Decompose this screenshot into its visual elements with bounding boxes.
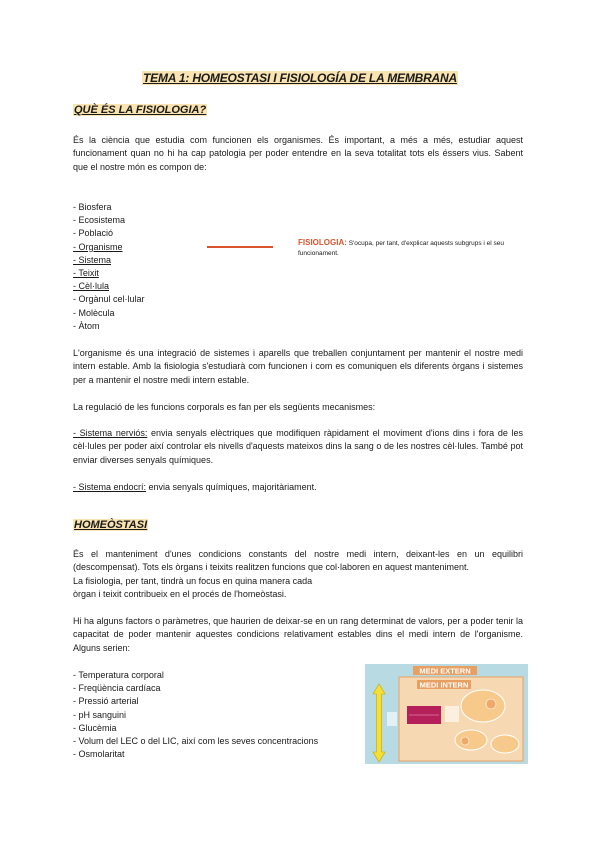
organization-levels-list (73, 201, 145, 333)
cell-shape-small (455, 730, 487, 750)
document-title: TEMA 1: HOMEOSTASI I FISIOLOGÍA DE LA MEMBRANA (143, 71, 457, 85)
homeostasi-paragraph-1: És el manteniment d'unes condicions constants del nostre medi intern, deixant-les en un equilibri (descompensat). Tots els òrgans i teixits realitzen funcions que col·laboren en aquest manteniment. (73, 549, 523, 573)
list-item: - Orgànul cel·lular (73, 294, 145, 305)
fluctuation-caption-box (445, 706, 459, 722)
list-item: - Volum del LEC o del LIC, així com les seves concentracions (73, 736, 319, 747)
section-heading-homeostasi: HOMEÒSTASI (74, 519, 148, 531)
fisiologia-intro: És la ciència que estudia com funcionen els organismes. És important, a més a més, estudiar aquest funcionament quan no hi ha cap patologia per poder entendre en la seva totalitat tots els éssers vius. Sabent que el nostre món es compon de: (73, 135, 523, 172)
list-item: - Glucèmia (73, 722, 117, 733)
list-item: - Osmolaritat (73, 749, 125, 760)
list-item: - Població (73, 228, 114, 239)
list-item: - Biosfera (73, 202, 112, 212)
sistema-endocri-paragraph: - Sistema endocrí: envia senyals químiques, majoritàriament. (73, 482, 317, 492)
list-item: - Teixit (73, 268, 99, 279)
list-item: - Freqüència cardíaca (73, 683, 161, 694)
fisiologia-annotation: FISIOLOGIA: S'ocupa, per tant, d'explicar aquests subgrups i el seu funcionament. (298, 238, 505, 257)
homeostasi-paragraph-2: Hi ha alguns factors o paràmetres, que haurien de deixar-se en un rang determinat de valors, per a poder tenir la capacitat de poder mantenir aquestes condicions relativament estables dins el medi intern de l'organisme. Alguns serien: (73, 616, 523, 653)
annotation-arrow-line (207, 246, 273, 248)
list-item: - Molècula (73, 307, 115, 318)
list-item: - Sistema (73, 254, 112, 265)
homeostasi-paragraph-1b: La fisiologia, per tant, tindrà un focus en quina manera cada òrgan i teixit contribueix en el procés de l'homeòstasi. (73, 576, 313, 600)
medi-intern-label: MEDI INTERN (419, 680, 469, 690)
cell-nucleus-small (461, 737, 469, 745)
list-item: - Àtom (73, 320, 100, 331)
cell-shape-right (491, 735, 519, 753)
list-item: - Organisme (73, 241, 123, 252)
list-item: - pH sanguini (73, 709, 127, 720)
sistema-nervios-paragraph: - Sistema nerviós: envia senyals elèctriques que modifiquen ràpidament el moviment d'ions dins i fora de les cèl·lules per poder així controlar els nivells d'aquests mateixos dins la sang o de les nostres cèl·lules. També pot enviar diverses senyals químiques. (73, 428, 523, 465)
homeostasis-diagram (365, 664, 528, 764)
homeostasis-factors-list (73, 669, 318, 761)
list-item: - Ecosistema (73, 215, 126, 226)
cell-nucleus (486, 699, 496, 709)
medi-extern-label: MEDI EXTERN (419, 666, 471, 676)
list-item: - Cèl·lula (73, 281, 110, 292)
section-heading-fisiologia: QUÈ ÉS LA FISIOLOGIA? (74, 104, 207, 116)
list-item: - Temperatura corporal (73, 670, 164, 680)
fisiologia-paragraph-3: La regulació de les funcions corporals es fan per els següents mecanismes: (73, 402, 376, 412)
list-item: - Pressió arterial (73, 696, 139, 707)
fisiologia-paragraph-2: L'organisme és una integració de sistemes i aparells que treballen conjuntament per mantenir el nostre medi intern estable. Amb la fisiologia s'estudiarà com funcionen i com es comuniquen els diferents òrgans i sistemes per a mantenir el nostre medi intern estable. (73, 348, 523, 385)
cell-shape-large (461, 690, 505, 722)
arrow-caption-box (387, 712, 397, 726)
